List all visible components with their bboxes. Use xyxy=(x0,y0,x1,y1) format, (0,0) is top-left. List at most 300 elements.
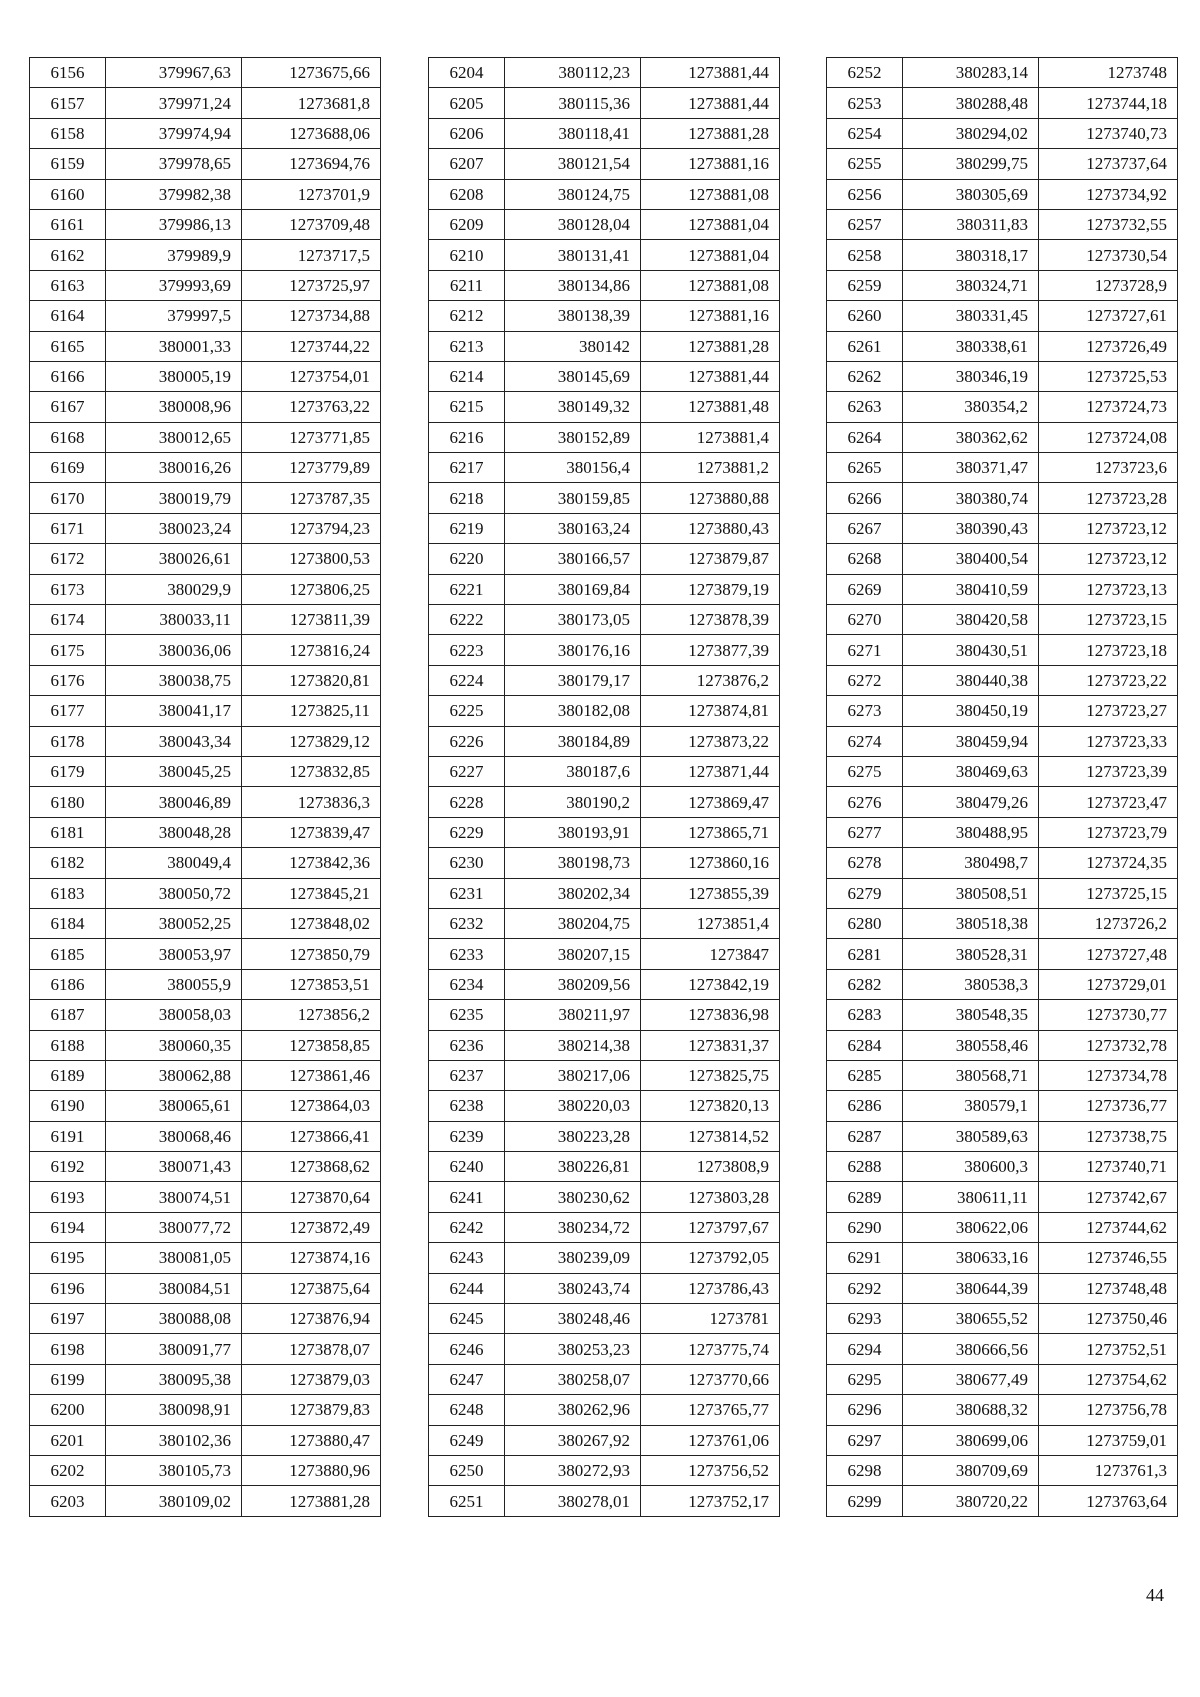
point-number-cell: 6295 xyxy=(827,1364,903,1394)
y-coordinate-cell: 1273726,2 xyxy=(1039,908,1178,938)
x-coordinate-cell: 380278,01 xyxy=(505,1486,641,1516)
page-number: 44 xyxy=(1146,1585,1164,1605)
table-row xyxy=(30,1425,381,1455)
point-number-cell: 6224 xyxy=(429,665,505,695)
y-coordinate-cell: 1273748 xyxy=(1039,58,1178,88)
point-number-cell: 6281 xyxy=(827,939,903,969)
point-number-cell: 6180 xyxy=(30,787,106,817)
point-number-cell: 6274 xyxy=(827,726,903,756)
x-coordinate-cell: 380202,34 xyxy=(505,878,641,908)
y-coordinate-cell: 1273724,35 xyxy=(1039,848,1178,878)
coordinate-table-3 xyxy=(826,57,1178,1517)
y-coordinate-cell: 1273836,3 xyxy=(242,787,381,817)
table-row xyxy=(30,88,381,118)
point-number-cell: 6174 xyxy=(30,605,106,635)
y-coordinate-cell: 1273820,13 xyxy=(641,1091,780,1121)
y-coordinate-cell: 1273779,89 xyxy=(242,453,381,483)
y-coordinate-cell: 1273880,96 xyxy=(242,1455,381,1485)
x-coordinate-cell: 380677,49 xyxy=(903,1364,1039,1394)
table-row xyxy=(30,483,381,513)
point-number-cell: 6236 xyxy=(429,1030,505,1060)
table-row xyxy=(827,331,1178,361)
point-number-cell: 6225 xyxy=(429,696,505,726)
y-coordinate-cell: 1273881,08 xyxy=(641,179,780,209)
point-number-cell: 6185 xyxy=(30,939,106,969)
point-number-cell: 6230 xyxy=(429,848,505,878)
point-number-cell: 6285 xyxy=(827,1060,903,1090)
x-coordinate-cell: 380234,72 xyxy=(505,1212,641,1242)
point-number-cell: 6287 xyxy=(827,1121,903,1151)
x-coordinate-cell: 380283,14 xyxy=(903,58,1039,88)
point-number-cell: 6273 xyxy=(827,696,903,726)
point-number-cell: 6297 xyxy=(827,1425,903,1455)
table-row xyxy=(30,1364,381,1394)
x-coordinate-cell: 380479,26 xyxy=(903,787,1039,817)
y-coordinate-cell: 1273742,67 xyxy=(1039,1182,1178,1212)
x-coordinate-cell: 380001,33 xyxy=(106,331,242,361)
table-row xyxy=(30,1030,381,1060)
point-number-cell: 6197 xyxy=(30,1304,106,1334)
table-row xyxy=(429,58,780,88)
x-coordinate-cell: 380380,74 xyxy=(903,483,1039,513)
table-row xyxy=(429,209,780,239)
y-coordinate-cell: 1273756,78 xyxy=(1039,1395,1178,1425)
x-coordinate-cell: 380131,41 xyxy=(505,240,641,270)
x-coordinate-cell: 380187,6 xyxy=(505,756,641,786)
point-number-cell: 6163 xyxy=(30,270,106,300)
point-number-cell: 6261 xyxy=(827,331,903,361)
point-number-cell: 6260 xyxy=(827,301,903,331)
table-row xyxy=(30,513,381,543)
y-coordinate-cell: 1273740,73 xyxy=(1039,118,1178,148)
y-coordinate-cell: 1273861,46 xyxy=(242,1060,381,1090)
table-row xyxy=(30,1273,381,1303)
table-row xyxy=(30,848,381,878)
x-coordinate-cell: 379971,24 xyxy=(106,88,242,118)
x-coordinate-cell: 380088,08 xyxy=(106,1304,242,1334)
y-coordinate-cell: 1273792,05 xyxy=(641,1243,780,1273)
x-coordinate-cell: 380149,32 xyxy=(505,392,641,422)
table-row xyxy=(429,1486,780,1516)
table-row xyxy=(30,179,381,209)
point-number-cell: 6296 xyxy=(827,1395,903,1425)
table-row xyxy=(827,1486,1178,1516)
table-row xyxy=(827,1182,1178,1212)
x-coordinate-cell: 380055,9 xyxy=(106,969,242,999)
y-coordinate-cell: 1273869,47 xyxy=(641,787,780,817)
table-row xyxy=(30,756,381,786)
y-coordinate-cell: 1273855,39 xyxy=(641,878,780,908)
point-number-cell: 6232 xyxy=(429,908,505,938)
y-coordinate-cell: 1273811,39 xyxy=(242,605,381,635)
y-coordinate-cell: 1273730,54 xyxy=(1039,240,1178,270)
table-row xyxy=(827,1273,1178,1303)
y-coordinate-cell: 1273754,62 xyxy=(1039,1364,1178,1394)
x-coordinate-cell: 380633,16 xyxy=(903,1243,1039,1273)
table-row xyxy=(30,1091,381,1121)
x-coordinate-cell: 380052,25 xyxy=(106,908,242,938)
point-number-cell: 6246 xyxy=(429,1334,505,1364)
x-coordinate-cell: 379982,38 xyxy=(106,179,242,209)
point-number-cell: 6243 xyxy=(429,1243,505,1273)
table-row xyxy=(827,1334,1178,1364)
x-coordinate-cell: 380159,85 xyxy=(505,483,641,513)
point-number-cell: 6253 xyxy=(827,88,903,118)
table-row xyxy=(827,88,1178,118)
point-number-cell: 6177 xyxy=(30,696,106,726)
table-row xyxy=(827,361,1178,391)
point-number-cell: 6267 xyxy=(827,513,903,543)
y-coordinate-cell: 1273732,78 xyxy=(1039,1030,1178,1060)
x-coordinate-cell: 380354,2 xyxy=(903,392,1039,422)
table-body xyxy=(30,58,381,1517)
x-coordinate-cell: 380272,93 xyxy=(505,1455,641,1485)
point-number-cell: 6276 xyxy=(827,787,903,817)
table-row xyxy=(30,361,381,391)
y-coordinate-cell: 1273832,85 xyxy=(242,756,381,786)
x-coordinate-cell: 380071,43 xyxy=(106,1152,242,1182)
y-coordinate-cell: 1273727,61 xyxy=(1039,301,1178,331)
x-coordinate-cell: 380182,08 xyxy=(505,696,641,726)
point-number-cell: 6170 xyxy=(30,483,106,513)
point-number-cell: 6220 xyxy=(429,544,505,574)
table-row xyxy=(827,179,1178,209)
x-coordinate-cell: 380294,02 xyxy=(903,118,1039,148)
table-row xyxy=(827,392,1178,422)
table-row xyxy=(30,969,381,999)
y-coordinate-cell: 1273701,9 xyxy=(242,179,381,209)
table-row xyxy=(429,240,780,270)
table-row xyxy=(30,817,381,847)
x-coordinate-cell: 380450,19 xyxy=(903,696,1039,726)
y-coordinate-cell: 1273873,22 xyxy=(641,726,780,756)
point-number-cell: 6176 xyxy=(30,665,106,695)
y-coordinate-cell: 1273723,33 xyxy=(1039,726,1178,756)
table-row xyxy=(429,1212,780,1242)
y-coordinate-cell: 1273723,27 xyxy=(1039,696,1178,726)
table-row xyxy=(827,605,1178,635)
table-row xyxy=(827,58,1178,88)
y-coordinate-cell: 1273842,19 xyxy=(641,969,780,999)
point-number-cell: 6240 xyxy=(429,1152,505,1182)
point-number-cell: 6194 xyxy=(30,1212,106,1242)
table-row xyxy=(827,939,1178,969)
y-coordinate-cell: 1273878,39 xyxy=(641,605,780,635)
x-coordinate-cell: 380611,11 xyxy=(903,1182,1039,1212)
table-row xyxy=(827,1455,1178,1485)
table-row xyxy=(827,1152,1178,1182)
table-row xyxy=(827,422,1178,452)
x-coordinate-cell: 380469,63 xyxy=(903,756,1039,786)
y-coordinate-cell: 1273860,16 xyxy=(641,848,780,878)
y-coordinate-cell: 1273794,23 xyxy=(242,513,381,543)
x-coordinate-cell: 380253,23 xyxy=(505,1334,641,1364)
x-coordinate-cell: 380074,51 xyxy=(106,1182,242,1212)
y-coordinate-cell: 1273868,62 xyxy=(242,1152,381,1182)
table-row xyxy=(429,817,780,847)
point-number-cell: 6184 xyxy=(30,908,106,938)
y-coordinate-cell: 1273881,28 xyxy=(641,118,780,148)
x-coordinate-cell: 380459,94 xyxy=(903,726,1039,756)
x-coordinate-cell: 380622,06 xyxy=(903,1212,1039,1242)
x-coordinate-cell: 380176,16 xyxy=(505,635,641,665)
x-coordinate-cell: 380239,09 xyxy=(505,1243,641,1273)
y-coordinate-cell: 1273816,24 xyxy=(242,635,381,665)
y-coordinate-cell: 1273723,12 xyxy=(1039,513,1178,543)
table-row xyxy=(827,1243,1178,1273)
x-coordinate-cell: 380709,69 xyxy=(903,1455,1039,1485)
x-coordinate-cell: 380198,73 xyxy=(505,848,641,878)
y-coordinate-cell: 1273734,78 xyxy=(1039,1060,1178,1090)
table-row xyxy=(30,149,381,179)
x-coordinate-cell: 379986,13 xyxy=(106,209,242,239)
x-coordinate-cell: 379974,94 xyxy=(106,118,242,148)
point-number-cell: 6169 xyxy=(30,453,106,483)
x-coordinate-cell: 380223,28 xyxy=(505,1121,641,1151)
point-number-cell: 6178 xyxy=(30,726,106,756)
y-coordinate-cell: 1273786,43 xyxy=(641,1273,780,1303)
y-coordinate-cell: 1273879,83 xyxy=(242,1395,381,1425)
point-number-cell: 6221 xyxy=(429,574,505,604)
table-row xyxy=(429,1121,780,1151)
x-coordinate-cell: 380145,69 xyxy=(505,361,641,391)
table-row xyxy=(827,665,1178,695)
y-coordinate-cell: 1273728,9 xyxy=(1039,270,1178,300)
x-coordinate-cell: 380508,51 xyxy=(903,878,1039,908)
y-coordinate-cell: 1273787,35 xyxy=(242,483,381,513)
table-row xyxy=(429,1334,780,1364)
point-number-cell: 6164 xyxy=(30,301,106,331)
x-coordinate-cell: 380115,36 xyxy=(505,88,641,118)
y-coordinate-cell: 1273853,51 xyxy=(242,969,381,999)
table-row xyxy=(30,787,381,817)
point-number-cell: 6271 xyxy=(827,635,903,665)
y-coordinate-cell: 1273765,77 xyxy=(641,1395,780,1425)
point-number-cell: 6264 xyxy=(827,422,903,452)
point-number-cell: 6166 xyxy=(30,361,106,391)
table-row xyxy=(429,483,780,513)
point-number-cell: 6165 xyxy=(30,331,106,361)
y-coordinate-cell: 1273875,64 xyxy=(242,1273,381,1303)
x-coordinate-cell: 380699,06 xyxy=(903,1425,1039,1455)
y-coordinate-cell: 1273872,49 xyxy=(242,1212,381,1242)
x-coordinate-cell: 380600,3 xyxy=(903,1152,1039,1182)
y-coordinate-cell: 1273879,87 xyxy=(641,544,780,574)
table-row xyxy=(827,1395,1178,1425)
y-coordinate-cell: 1273803,28 xyxy=(641,1182,780,1212)
point-number-cell: 6199 xyxy=(30,1364,106,1394)
table-row xyxy=(827,149,1178,179)
y-coordinate-cell: 1273761,3 xyxy=(1039,1455,1178,1485)
point-number-cell: 6188 xyxy=(30,1030,106,1060)
table-row xyxy=(429,848,780,878)
y-coordinate-cell: 1273675,66 xyxy=(242,58,381,88)
table-row xyxy=(429,270,780,300)
point-number-cell: 6293 xyxy=(827,1304,903,1334)
y-coordinate-cell: 1273756,52 xyxy=(641,1455,780,1485)
table-row xyxy=(30,392,381,422)
x-coordinate-cell: 380338,61 xyxy=(903,331,1039,361)
y-coordinate-cell: 1273829,12 xyxy=(242,726,381,756)
x-coordinate-cell: 380134,86 xyxy=(505,270,641,300)
point-number-cell: 6213 xyxy=(429,331,505,361)
y-coordinate-cell: 1273688,06 xyxy=(242,118,381,148)
table-row xyxy=(429,544,780,574)
table-row xyxy=(827,1425,1178,1455)
table-row xyxy=(827,878,1178,908)
x-coordinate-cell: 380720,22 xyxy=(903,1486,1039,1516)
point-number-cell: 6284 xyxy=(827,1030,903,1060)
x-coordinate-cell: 380173,05 xyxy=(505,605,641,635)
table-row xyxy=(30,331,381,361)
x-coordinate-cell: 380029,9 xyxy=(106,574,242,604)
point-number-cell: 6210 xyxy=(429,240,505,270)
x-coordinate-cell: 380666,56 xyxy=(903,1334,1039,1364)
x-coordinate-cell: 380124,75 xyxy=(505,179,641,209)
x-coordinate-cell: 380209,56 xyxy=(505,969,641,999)
point-number-cell: 6156 xyxy=(30,58,106,88)
y-coordinate-cell: 1273797,67 xyxy=(641,1212,780,1242)
y-coordinate-cell: 1273723,39 xyxy=(1039,756,1178,786)
point-number-cell: 6275 xyxy=(827,756,903,786)
table-row xyxy=(429,756,780,786)
point-number-cell: 6160 xyxy=(30,179,106,209)
point-number-cell: 6209 xyxy=(429,209,505,239)
x-coordinate-cell: 380488,95 xyxy=(903,817,1039,847)
table-row xyxy=(827,1304,1178,1334)
y-coordinate-cell: 1273814,52 xyxy=(641,1121,780,1151)
table-row xyxy=(30,1060,381,1090)
table-row xyxy=(30,58,381,88)
x-coordinate-cell: 380538,3 xyxy=(903,969,1039,999)
x-coordinate-cell: 380217,06 xyxy=(505,1060,641,1090)
point-number-cell: 6299 xyxy=(827,1486,903,1516)
point-number-cell: 6258 xyxy=(827,240,903,270)
y-coordinate-cell: 1273881,08 xyxy=(641,270,780,300)
table-row xyxy=(429,1455,780,1485)
point-number-cell: 6239 xyxy=(429,1121,505,1151)
table-row xyxy=(827,1060,1178,1090)
table-row xyxy=(30,453,381,483)
table-row xyxy=(429,665,780,695)
y-coordinate-cell: 1273881,44 xyxy=(641,361,780,391)
point-number-cell: 6205 xyxy=(429,88,505,118)
x-coordinate-cell: 380548,35 xyxy=(903,1000,1039,1030)
table-row xyxy=(429,331,780,361)
x-coordinate-cell: 380091,77 xyxy=(106,1334,242,1364)
table-row xyxy=(827,635,1178,665)
point-number-cell: 6263 xyxy=(827,392,903,422)
point-number-cell: 6207 xyxy=(429,149,505,179)
y-coordinate-cell: 1273740,71 xyxy=(1039,1152,1178,1182)
point-number-cell: 6168 xyxy=(30,422,106,452)
point-number-cell: 6257 xyxy=(827,209,903,239)
table-row xyxy=(827,574,1178,604)
x-coordinate-cell: 380046,89 xyxy=(106,787,242,817)
x-coordinate-cell: 380109,02 xyxy=(106,1486,242,1516)
point-number-cell: 6173 xyxy=(30,574,106,604)
point-number-cell: 6216 xyxy=(429,422,505,452)
table-row xyxy=(827,209,1178,239)
x-coordinate-cell: 380095,38 xyxy=(106,1364,242,1394)
point-number-cell: 6251 xyxy=(429,1486,505,1516)
table-row xyxy=(429,1425,780,1455)
x-coordinate-cell: 380102,36 xyxy=(106,1425,242,1455)
y-coordinate-cell: 1273881,44 xyxy=(641,58,780,88)
x-coordinate-cell: 380318,17 xyxy=(903,240,1039,270)
x-coordinate-cell: 380305,69 xyxy=(903,179,1039,209)
point-number-cell: 6206 xyxy=(429,118,505,148)
y-coordinate-cell: 1273725,97 xyxy=(242,270,381,300)
point-number-cell: 6272 xyxy=(827,665,903,695)
table-row xyxy=(30,1000,381,1030)
point-number-cell: 6250 xyxy=(429,1455,505,1485)
point-number-cell: 6255 xyxy=(827,149,903,179)
x-coordinate-cell: 380230,62 xyxy=(505,1182,641,1212)
x-coordinate-cell: 380362,62 xyxy=(903,422,1039,452)
point-number-cell: 6234 xyxy=(429,969,505,999)
x-coordinate-cell: 380204,75 xyxy=(505,908,641,938)
x-coordinate-cell: 380400,54 xyxy=(903,544,1039,574)
x-coordinate-cell: 380166,57 xyxy=(505,544,641,574)
y-coordinate-cell: 1273874,81 xyxy=(641,696,780,726)
x-coordinate-cell: 380579,1 xyxy=(903,1091,1039,1121)
y-coordinate-cell: 1273775,74 xyxy=(641,1334,780,1364)
table-row xyxy=(30,1243,381,1273)
table-row xyxy=(827,817,1178,847)
y-coordinate-cell: 1273725,53 xyxy=(1039,361,1178,391)
table-row xyxy=(429,513,780,543)
point-number-cell: 6196 xyxy=(30,1273,106,1303)
x-coordinate-cell: 380288,48 xyxy=(903,88,1039,118)
x-coordinate-cell: 380390,43 xyxy=(903,513,1039,543)
table-body xyxy=(429,58,780,1517)
x-coordinate-cell: 380299,75 xyxy=(903,149,1039,179)
x-coordinate-cell: 380121,54 xyxy=(505,149,641,179)
table-row xyxy=(30,574,381,604)
x-coordinate-cell: 380518,38 xyxy=(903,908,1039,938)
table-row xyxy=(429,1060,780,1090)
y-coordinate-cell: 1273752,51 xyxy=(1039,1334,1178,1364)
point-number-cell: 6167 xyxy=(30,392,106,422)
point-number-cell: 6217 xyxy=(429,453,505,483)
point-number-cell: 6259 xyxy=(827,270,903,300)
table-row xyxy=(827,1000,1178,1030)
y-coordinate-cell: 1273878,07 xyxy=(242,1334,381,1364)
x-coordinate-cell: 380324,71 xyxy=(903,270,1039,300)
y-coordinate-cell: 1273856,2 xyxy=(242,1000,381,1030)
y-coordinate-cell: 1273836,98 xyxy=(641,1000,780,1030)
point-number-cell: 6227 xyxy=(429,756,505,786)
point-number-cell: 6270 xyxy=(827,605,903,635)
table-row xyxy=(827,240,1178,270)
y-coordinate-cell: 1273694,76 xyxy=(242,149,381,179)
y-coordinate-cell: 1273800,53 xyxy=(242,544,381,574)
y-coordinate-cell: 1273724,73 xyxy=(1039,392,1178,422)
table-row xyxy=(429,574,780,604)
x-coordinate-cell: 380498,7 xyxy=(903,848,1039,878)
table-row xyxy=(827,787,1178,817)
table-row xyxy=(429,1000,780,1030)
x-coordinate-cell: 380220,03 xyxy=(505,1091,641,1121)
x-coordinate-cell: 380036,06 xyxy=(106,635,242,665)
table-row xyxy=(429,361,780,391)
x-coordinate-cell: 380267,92 xyxy=(505,1425,641,1455)
x-coordinate-cell: 380371,47 xyxy=(903,453,1039,483)
point-number-cell: 6298 xyxy=(827,1455,903,1485)
point-number-cell: 6237 xyxy=(429,1060,505,1090)
x-coordinate-cell: 379997,5 xyxy=(106,301,242,331)
